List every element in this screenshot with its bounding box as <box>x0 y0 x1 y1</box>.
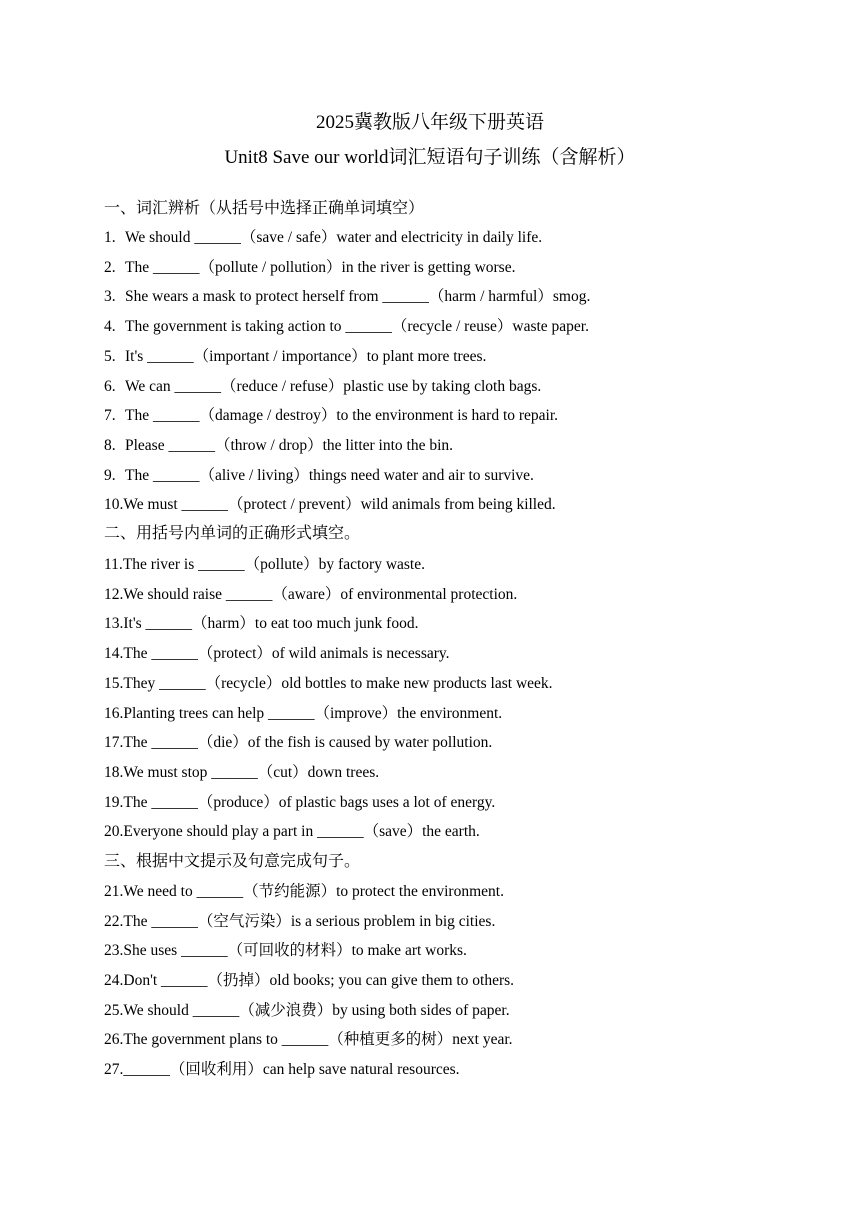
exercise-item: 13.It's ______（harm）to eat too much junk food. <box>104 615 419 632</box>
exercise-item: 9. The ______（alive / living）things need water and air to survive. <box>104 467 534 484</box>
exercise-item: 16.Planting trees can help ______（improve）the environment. <box>104 705 503 722</box>
section-heading-word-forms: 二、用括号内单词的正确形式填空。 <box>104 523 361 542</box>
exercise-item: 26.The government plans to ______（种植更多的树）next year. <box>104 1031 513 1048</box>
exercise-item: 20.Everyone should play a part in ______（save）the earth. <box>104 823 480 840</box>
exercise-item: 22.The ______（空气污染）is a serious problem in big cities. <box>104 913 496 930</box>
exercise-item: 25.We should ______（减少浪费）by using both sides of paper. <box>104 1002 510 1019</box>
exercise-item: 11.The river is ______（pollute）by factory waste. <box>104 556 425 573</box>
exercise-item: 1. We should ______（save / safe）water and electricity in daily life. <box>104 229 543 246</box>
exercise-item: 7. The ______（damage / destroy）to the environment is hard to repair. <box>104 407 559 424</box>
document-subtitle: Unit8 Save our world词汇短语句子训练（含解析） <box>224 147 636 168</box>
exercise-item: 15.They ______（recycle）old bottles to make new products last week. <box>104 675 553 692</box>
exercise-item: 24.Don't ______（扔掉）old books; you can give them to others. <box>104 972 515 989</box>
document-title: 2025冀教版八年级下册英语 <box>315 112 544 133</box>
exercise-item: 27.______（回收利用）can help save natural resources. <box>104 1061 460 1078</box>
exercise-item: 19.The ______（produce）of plastic bags uses a lot of energy. <box>104 794 496 811</box>
exercise-item: 6. We can ______（reduce / refuse）plastic use by taking cloth bags. <box>104 378 542 395</box>
exercise-item: 8. Please ______（throw / drop）the litter into the bin. <box>104 437 454 454</box>
exercise-item: 14.The ______（protect）of wild animals is necessary. <box>104 645 450 662</box>
exercise-item: 18.We must stop ______（cut）down trees. <box>104 764 380 781</box>
exercise-item: 4. The government is taking action to ______（recycle / reuse）waste paper. <box>104 318 589 335</box>
exercise-item: 23.She uses ______（可回收的材料）to make art works. <box>104 942 467 959</box>
exercise-item: 10.We must ______（protect / prevent）wild animals from being killed. <box>104 496 556 513</box>
exercise-item: 5. It's ______（important / importance）to plant more trees. <box>104 348 487 365</box>
exercise-item: 21.We need to ______（节约能源）to protect the environment. <box>104 883 504 900</box>
exercise-item: 12.We should raise ______（aware）of environmental protection. <box>104 586 518 603</box>
section-heading-translation: 三、根据中文提示及句意完成句子。 <box>104 851 361 870</box>
exercise-item: 17.The ______（die）of the fish is caused by water pollution. <box>104 734 493 751</box>
section-heading-vocabulary: 一、词汇辨析（从括号中选择正确单词填空） <box>104 198 425 217</box>
exercise-item: 3. She wears a mask to protect herself from ______（harm / harmful）smog. <box>104 288 591 305</box>
exercise-item: 2. The ______（pollute / pollution）in the river is getting worse. <box>104 259 516 276</box>
